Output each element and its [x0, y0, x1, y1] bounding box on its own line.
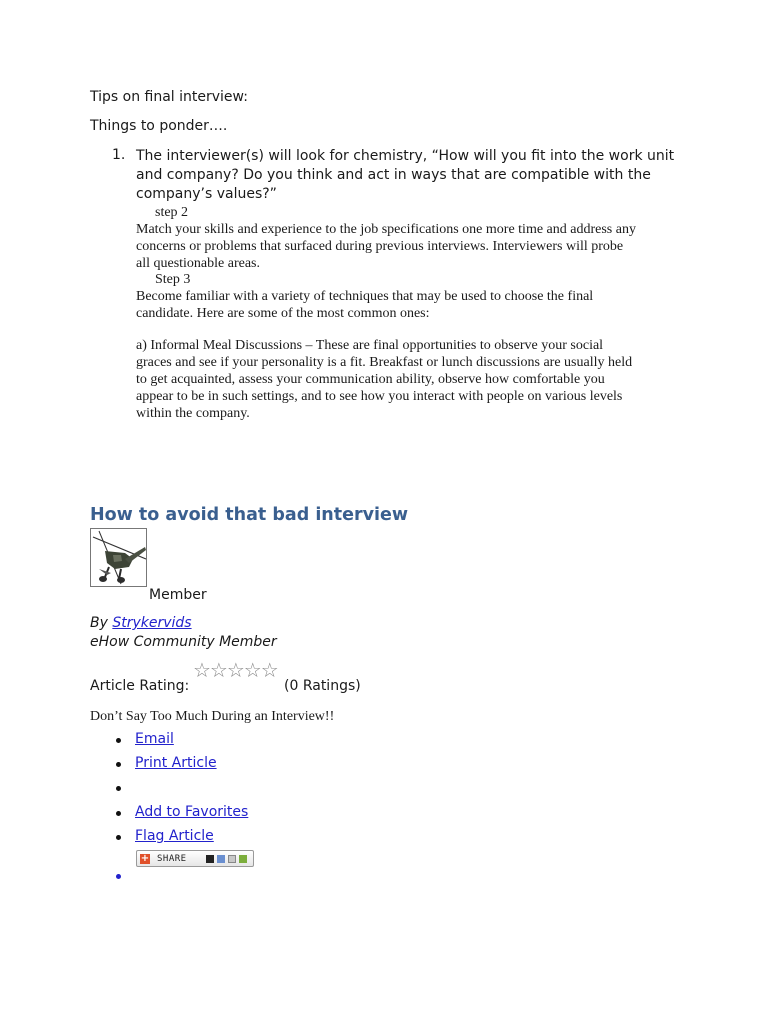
text-line: Become familiar with a variety of techniques that may be used to choose the final: [136, 289, 594, 304]
step-2-text: [136, 221, 636, 272]
digg-icon: [217, 855, 225, 863]
doc-subtitle: Things to ponder….: [90, 118, 228, 134]
doc-title: Tips on final interview:: [90, 89, 248, 105]
share-button[interactable]: [136, 850, 254, 867]
article-tagline: Don’t Say Too Much During an Interview!!: [90, 709, 335, 724]
text-line: a) Informal Meal Discussions – These are final opportunities to observe your social: [136, 338, 604, 353]
ratings-count: (0 Ratings): [284, 678, 361, 694]
by-label: By: [90, 615, 108, 631]
share-label: SHARE: [157, 853, 187, 864]
share-plus-icon: +: [140, 852, 150, 864]
article-heading: How to avoid that bad interview: [90, 505, 409, 525]
step-3-text: [136, 288, 593, 322]
member-label: Member: [149, 587, 207, 603]
bullet: [116, 835, 121, 840]
list-item-line: The interviewer(s) will look for chemistry, “How will you fit into the work unit: [136, 148, 675, 164]
community-label: eHow Community Member: [90, 634, 277, 650]
bullet: [116, 874, 121, 879]
bullet: [116, 811, 121, 816]
text-line: candidate. Here are some of the most common ones:: [136, 306, 430, 321]
list-number: 1.: [112, 147, 126, 163]
delicious-icon: [206, 855, 214, 863]
bullet: [116, 786, 121, 791]
list-item-line: company’s values?”: [136, 186, 277, 202]
text-line: graces and see if your personality is a fit. Breakfast or lunch discussions are usually held: [136, 355, 633, 370]
author-link[interactable]: Strykervids: [112, 615, 192, 631]
text-line: within the company.: [136, 406, 250, 421]
text-line: appear to be in such settings, and to see how you interact with people on various levels: [136, 389, 623, 404]
text-line: to get acquainted, assess your communication ability, observe how comfortable you: [136, 372, 605, 387]
star-rating-icons[interactable]: ☆☆☆☆☆: [193, 658, 278, 682]
meal-discussion-text: [136, 337, 632, 422]
print-article-link[interactable]: Print Article: [135, 755, 217, 771]
text-line: Match your skills and experience to the job specifications one more time and address any: [136, 222, 636, 237]
flag-article-link[interactable]: Flag Article: [135, 828, 214, 844]
byline: [90, 615, 192, 631]
add-to-favorites-link[interactable]: Add to Favorites: [135, 804, 249, 820]
step-3-label: Step 3: [155, 272, 191, 287]
text-line: all questionable areas.: [136, 256, 261, 271]
email-link[interactable]: Email: [135, 731, 174, 747]
list-item-line: and company? Do you think and act in ways that are compatible with the: [136, 167, 651, 183]
stumbleupon-icon: [239, 855, 247, 863]
helicopter-icon: [91, 529, 147, 587]
bullet: [116, 762, 121, 767]
avatar[interactable]: [90, 528, 147, 587]
reddit-icon: [228, 855, 236, 863]
bullet: [116, 738, 121, 743]
rating-label: Article Rating:: [90, 678, 190, 694]
step-2-label: step 2: [155, 205, 189, 220]
list-item-text: [136, 147, 674, 204]
text-line: concerns or problems that surfaced during previous interviews. Interviewers will probe: [136, 239, 624, 254]
